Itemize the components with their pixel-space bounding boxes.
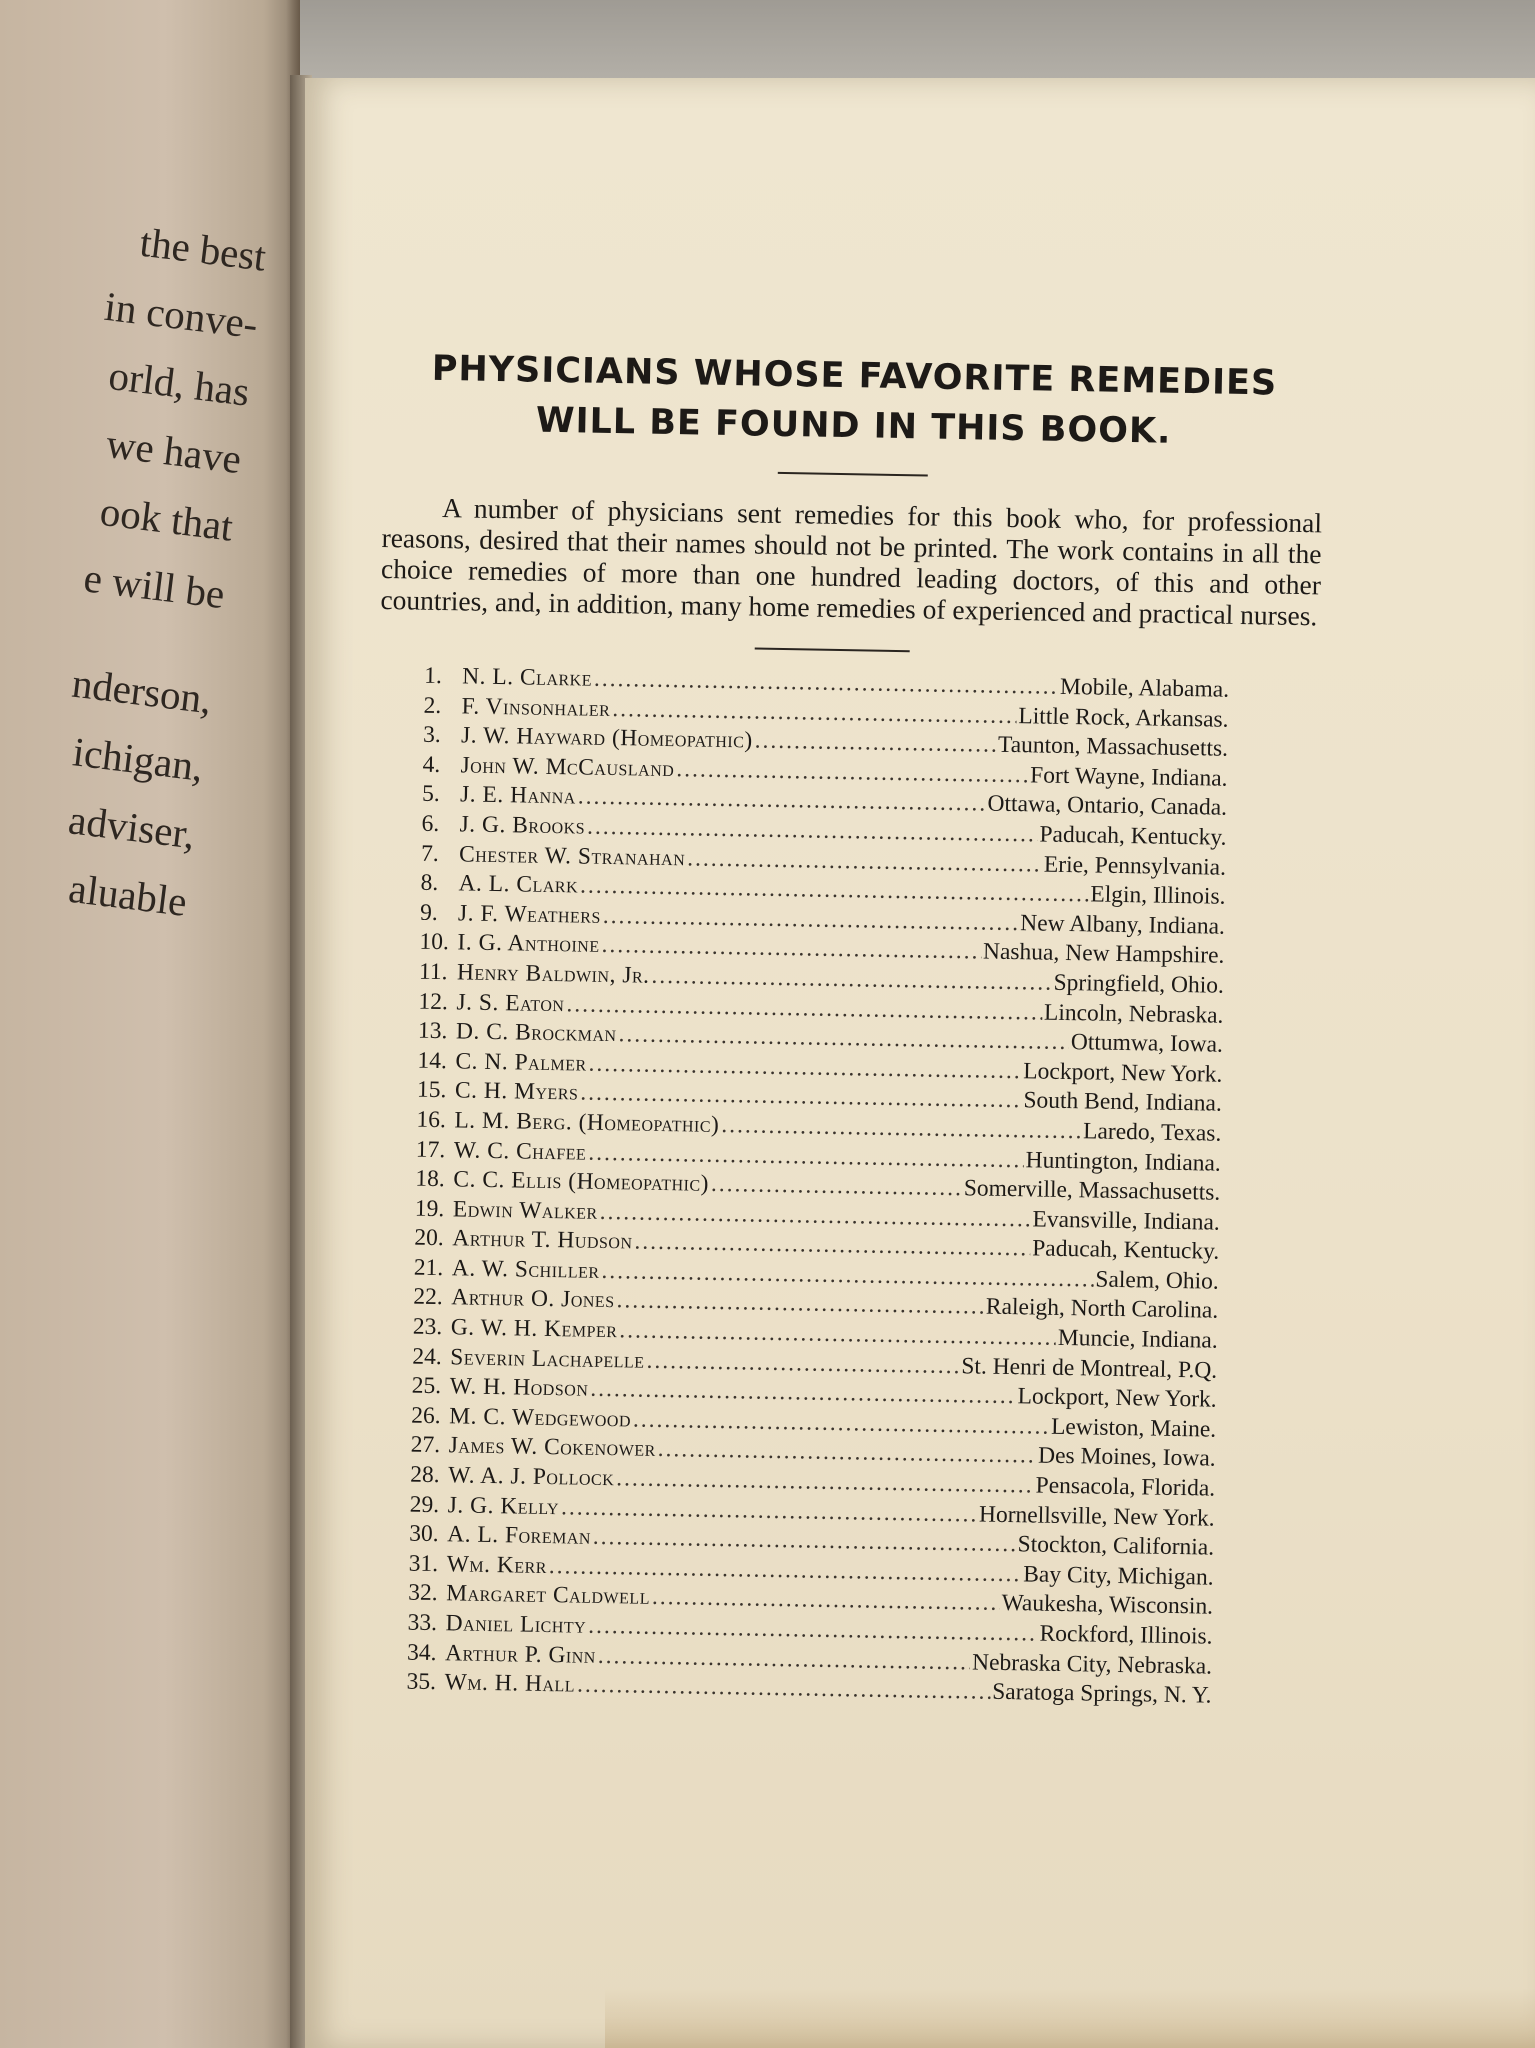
physician-place: St. Henri de Montreal, P.Q. xyxy=(961,1352,1218,1384)
physician-number: 11. xyxy=(418,958,448,986)
physician-name: C. H. Myers xyxy=(454,1077,579,1106)
physician-number: 32. xyxy=(407,1580,438,1607)
physician-place: Erie, Pennsylvania. xyxy=(1043,851,1227,881)
physician-number: 17. xyxy=(415,1136,446,1163)
physician-place: New Albany, Indiana. xyxy=(1020,909,1226,940)
physician-name: Margaret Caldwell xyxy=(445,1580,651,1611)
physician-name: J. S. Eaton xyxy=(456,988,565,1017)
physician-name: W. C. Chafee xyxy=(453,1136,587,1166)
physician-place: Waukesha, Wisconsin. xyxy=(1001,1590,1214,1621)
dot-leader xyxy=(754,727,996,761)
title-rule xyxy=(778,472,928,477)
physician-number: 8. xyxy=(420,869,439,897)
physician-place: Paducah, Kentucky. xyxy=(1039,821,1227,851)
physician-place: Evansville, Indiana. xyxy=(1032,1206,1221,1236)
physician-place: Paducah, Kentucky. xyxy=(1031,1235,1220,1265)
physician-number: 19. xyxy=(414,1195,445,1222)
list-rule xyxy=(755,647,910,652)
facing-line: orld, has xyxy=(106,351,253,415)
physician-name: W. A. J. Pollock xyxy=(448,1462,615,1492)
physician-number: 15. xyxy=(416,1076,447,1104)
physician-number: 34. xyxy=(406,1639,437,1666)
physician-place: Raleigh, North Carolina. xyxy=(985,1294,1219,1325)
dot-leader xyxy=(577,1671,991,1708)
physician-place: Lewiston, Maine. xyxy=(1050,1413,1217,1443)
physician-place: Laredo, Texas. xyxy=(1082,1118,1222,1147)
physician-number: 9. xyxy=(419,899,438,926)
physician-place: Lockport, New York. xyxy=(1023,1057,1223,1088)
physician-number: 31. xyxy=(408,1550,439,1577)
physician-name: I. G. Anthoine xyxy=(457,929,600,959)
title-line-2: WILL BE FOUND IN THIS BOOK. xyxy=(535,400,1172,452)
physician-place: Saratoga Springs, N. Y. xyxy=(991,1678,1212,1709)
physician-name: Daniel Lichty xyxy=(445,1610,587,1639)
physician-name: A. L. Foreman xyxy=(446,1521,592,1550)
physician-place: Taunton, Massachusetts. xyxy=(997,731,1229,762)
facing-page-text xyxy=(0,190,288,938)
physician-place: Elgin, Illinois. xyxy=(1090,881,1226,910)
physician-number: 3. xyxy=(422,721,442,749)
page-bottom-shade xyxy=(605,1988,1535,2048)
physician-number: 4. xyxy=(422,751,441,778)
physician-name: L. M. Berg. (Homeopathic) xyxy=(454,1107,720,1138)
physician-number: 33. xyxy=(407,1609,438,1637)
physician-number: 30. xyxy=(408,1520,439,1548)
physician-place: Huntington, Indiana. xyxy=(1025,1146,1222,1177)
physician-place: Hornellsville, New York. xyxy=(978,1501,1215,1532)
facing-line: in conve- xyxy=(102,282,261,348)
physician-name: C. C. Ellis (Homeopathic) xyxy=(453,1166,710,1197)
facing-line: ichigan, xyxy=(70,728,206,790)
title-line-1: PHYSICIANS WHOSE FAVORITE REMEDIES xyxy=(431,348,1278,404)
page-title xyxy=(383,343,1325,459)
physician-name: J. W. Hayward (Homeopathic) xyxy=(460,722,753,754)
page xyxy=(305,78,1535,2048)
facing-line: aluable xyxy=(66,864,190,925)
physician-place: Salem, Ohio. xyxy=(1095,1266,1219,1295)
physician-list xyxy=(406,662,1229,1712)
dot-leader xyxy=(711,1170,962,1204)
physician-name: A. W. Schiller xyxy=(451,1255,600,1284)
physician-number: 18. xyxy=(415,1165,446,1193)
physician-number: 27. xyxy=(410,1432,441,1459)
physician-number: 24. xyxy=(412,1343,442,1370)
physician-place: Little Rock, Arkansas. xyxy=(1018,702,1229,733)
physician-place: Lincoln, Nebraska. xyxy=(1043,999,1224,1029)
physician-number: 22. xyxy=(413,1284,443,1311)
physician-name: Edwin Walker xyxy=(452,1196,598,1225)
physician-place: Nebraska City, Nebraska. xyxy=(971,1649,1213,1680)
facing-line: e will be xyxy=(81,554,228,618)
physician-name: Wm. H. Hall xyxy=(444,1669,576,1698)
physician-name: J. G. Kelly xyxy=(447,1491,560,1520)
physician-name: M. C. Wedgewood xyxy=(449,1403,632,1433)
physician-name: J. G. Brooks xyxy=(459,811,586,840)
physician-name: J. F. Weathers xyxy=(457,900,602,929)
physician-number: 20. xyxy=(414,1224,444,1252)
physician-number: 10. xyxy=(419,929,450,956)
physician-number: 26. xyxy=(411,1402,441,1429)
physician-place: Ottumwa, Iowa. xyxy=(1070,1029,1224,1058)
physician-name: Severin Lachapelle xyxy=(450,1343,645,1374)
intro-paragraph: A number of physicians sent remedies for this book who, for professional reasons, desired that their names should not be printed. The work contains in all the choice remedies of more than one hundred leading doctors, of this and other countries, and, in addition, many home remedies of experienced and practical nurses. xyxy=(380,492,1323,632)
facing-page xyxy=(0,0,300,2048)
facing-line: nderson, xyxy=(69,659,215,723)
physician-place: Lockport, New York. xyxy=(1017,1383,1217,1413)
physician-number: 13. xyxy=(417,1017,448,1045)
physician-place: Ottawa, Ontario, Canada. xyxy=(987,790,1228,822)
physician-place: Fort Wayne, Indiana. xyxy=(1029,762,1228,792)
physician-name: G. W. H. Kemper xyxy=(450,1314,618,1344)
physician-place: Des Moines, Iowa. xyxy=(1037,1443,1216,1473)
physician-number: 23. xyxy=(412,1313,443,1341)
page-content xyxy=(361,343,1324,1713)
physician-place: Nashua, New Hampshire. xyxy=(982,938,1225,970)
physician-name: Arthur O. Jones xyxy=(451,1284,615,1314)
physician-name: John W. McCausland xyxy=(460,752,675,782)
facing-line: adviser, xyxy=(66,796,198,858)
physician-place: Rockford, Illinois. xyxy=(1039,1620,1213,1650)
facing-line: we have xyxy=(103,420,244,483)
physician-name: D. C. Brockman xyxy=(455,1018,617,1048)
physician-place: South Bend, Indiana. xyxy=(1023,1087,1223,1118)
physician-name: Arthur P. Ginn xyxy=(444,1639,597,1669)
physician-name: Henry Baldwin, Jr. xyxy=(456,959,650,989)
physician-name: W. H. Hodson xyxy=(449,1373,589,1402)
physician-number: 7. xyxy=(420,840,439,867)
physician-place: Muncie, Indiana. xyxy=(1057,1324,1218,1354)
physician-number: 35. xyxy=(406,1668,437,1696)
physician-place: Stockton, California. xyxy=(1017,1531,1215,1561)
physician-number: 14. xyxy=(417,1047,448,1074)
physician-name: J. E. Hanna xyxy=(459,781,577,810)
physician-number: 6. xyxy=(421,810,440,837)
physician-number: 25. xyxy=(411,1372,442,1400)
facing-line: ook that xyxy=(97,487,236,550)
physician-name: N. L. Clarke xyxy=(461,663,593,692)
physician-name: A. L. Clark xyxy=(458,870,579,899)
physician-number: 21. xyxy=(413,1254,444,1282)
facing-line: the best xyxy=(137,218,269,280)
physician-name: C. N. Palmer xyxy=(455,1048,587,1077)
physician-place: Somerville, Massachusetts. xyxy=(963,1175,1221,1206)
physician-number: 16. xyxy=(416,1106,447,1134)
physician-name: Arthur T. Hudson xyxy=(452,1225,633,1255)
physician-place: Springfield, Ohio. xyxy=(1053,969,1225,999)
physician-name: James W. Cokenower xyxy=(448,1432,657,1463)
physician-place: Bay City, Michigan. xyxy=(1022,1561,1214,1591)
physician-name: F. Vinsonhaler xyxy=(461,692,611,722)
physician-number: 1. xyxy=(423,662,443,690)
physician-place: Mobile, Alabama. xyxy=(1059,673,1230,703)
physician-number: 29. xyxy=(409,1491,440,1518)
physician-number: 12. xyxy=(418,988,449,1015)
physician-name: Wm. Kerr xyxy=(446,1551,548,1579)
physician-number: 5. xyxy=(421,781,440,808)
physician-number: 28. xyxy=(410,1461,440,1489)
physician-number: 2. xyxy=(423,692,442,719)
physician-place: Pensacola, Florida. xyxy=(1035,1472,1216,1502)
physician-name: Chester W. Stranahan xyxy=(458,840,686,871)
